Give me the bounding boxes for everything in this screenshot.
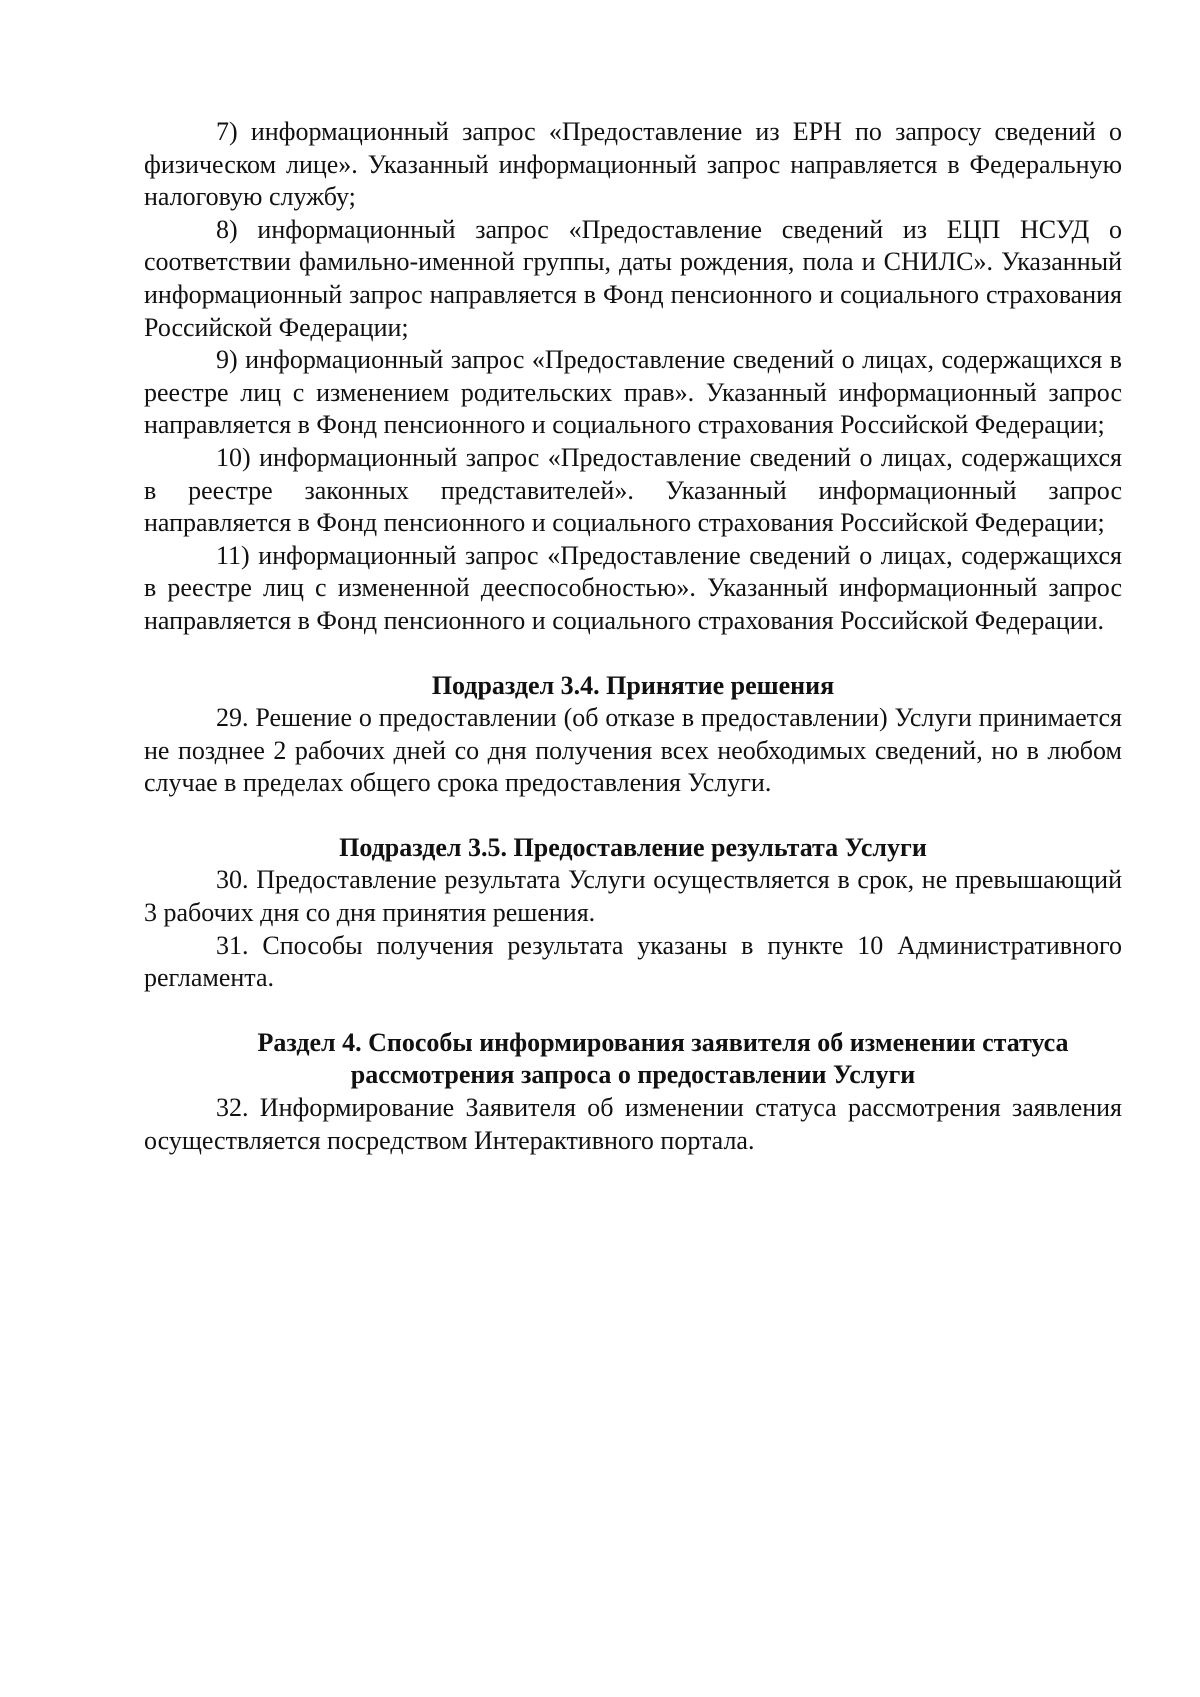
subsection-3-5-heading: Подраздел 3.5. Предоставление результата Услуги bbox=[339, 832, 927, 862]
document-page bbox=[144, 116, 1122, 1157]
spacer bbox=[144, 638, 1122, 670]
subsection-3-4-heading: Подраздел 3.4. Принятие решения bbox=[431, 670, 835, 700]
section-4-heading-line-2: рассмотрения запроса о предоставлении Услуги bbox=[350, 1060, 916, 1090]
list-item-11: 11) информационный запрос «Предоставление сведений о лицах, содержащихся в реестре лиц с измененной дееспособностью». Указанный информационный запрос направляется в Фонд пенсионного и социального страхования Российской Федерации. bbox=[144, 540, 1122, 635]
list-item-10: 10) информационный запрос «Предоставление сведений о лицах, содержащихся в реестре законных представителей». Указанный информационный запрос направляется в Фонд пенсионного и социального страхования Российской Федерации; bbox=[144, 442, 1122, 538]
list-item-8: 8) информационный запрос «Предоставление сведений из ЕЦП НСУД о соответствии фамильно-именной группы, даты рождения, пола и СНИЛС». Указанный информационный запрос направляется в Фонд пенсионного и социального страхования Российской Федерации; bbox=[144, 214, 1122, 342]
section-4-heading-line-1: Раздел 4. Способы информирования заявителя об изменении статуса bbox=[257, 1027, 1069, 1057]
spacer bbox=[144, 995, 1122, 1027]
paragraph-32: 32. Информирование Заявителя об изменении статуса рассмотрения заявления осуществляется посредством Интерактивного портала. bbox=[144, 1093, 1122, 1155]
paragraph-30: 30. Предоставление результата Услуги осуществляется в срок, не превышающий 3 рабочих дня со дня принятия решения. bbox=[144, 865, 1122, 928]
list-item-9: 9) информационный запрос «Предоставление сведений о лицах, содержащихся в реестре лиц с изменением родительских прав». Указанный информационный запрос направляется в Фонд пенсионного и социального страхования Российской Федерации; bbox=[144, 345, 1122, 440]
spacer bbox=[144, 800, 1122, 832]
paragraph-29: 29. Решение о предоставлении (об отказе в предоставлении) Услуги принимается не позднее 2 рабочих дней со дня получения всех необходимых сведений, но в любом случае в пределах общего срока предоставления Услуги. bbox=[144, 703, 1122, 798]
list-item-7: 7) информационный запрос «Предоставление из ЕРН по запросу сведений о физическом лице». Указанный информационный запрос направляется в Федеральную налоговую службу; bbox=[144, 117, 1122, 212]
paragraph-31: 31. Способы получения результата указаны в пункте 10 Административного регламента. bbox=[144, 930, 1122, 993]
